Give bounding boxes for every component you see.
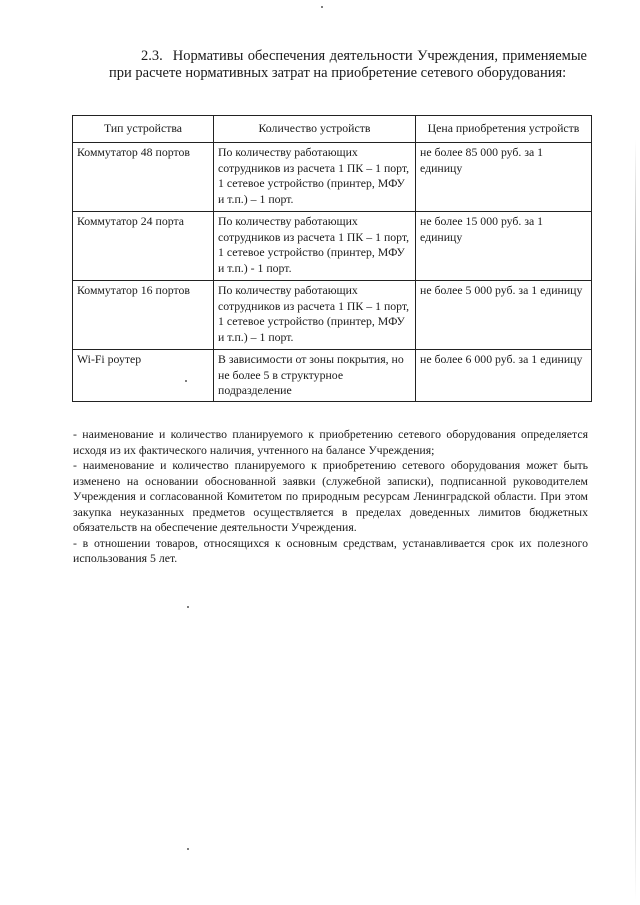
table-row (73, 212, 592, 281)
cell-device-price: не более 6 000 руб. за 1 единицу (416, 350, 592, 402)
note-paragraph: - наименование и количество планируемого к приобретению сетевого оборудования определяется исходя из их фактического наличия, учтенного на балансе Учреждения; (73, 427, 588, 457)
scan-speck (185, 380, 187, 382)
header-device-count: Количество устройств (214, 116, 416, 143)
cell-device-type: Коммутатор 48 портов (73, 143, 214, 212)
section-title: Нормативы обеспечения деятельности Учреждения, применяемые при расчете нормативных затрат на приобретение сетевого оборудования: (109, 48, 587, 81)
scan-speck (187, 606, 189, 608)
section-heading (109, 48, 587, 82)
cell-device-count: По количеству работающих сотрудников из расчета 1 ПК – 1 порт, 1 сетевое устройство (принтер, МФУ и т.п.) - 1 порт. (214, 212, 416, 281)
scan-speck (321, 6, 323, 8)
cell-device-price: не более 15 000 руб. за 1 единицу (416, 212, 592, 281)
table-header-row (73, 116, 592, 143)
cell-device-type: Коммутатор 16 портов (73, 281, 214, 350)
network-equipment-table (72, 115, 592, 402)
cell-device-type: Wi-Fi роутер (73, 350, 214, 402)
cell-device-price: не более 85 000 руб. за 1 единицу (416, 143, 592, 212)
scan-speck (187, 848, 189, 850)
section-number: 2.3. (141, 48, 163, 64)
table-row (73, 350, 592, 402)
note-paragraph: - в отношении товаров, относящихся к основным средствам, устанавливается срок их полезного использования 5 лет. (73, 535, 588, 565)
cell-device-type: Коммутатор 24 порта (73, 212, 214, 281)
cell-device-price: не более 5 000 руб. за 1 единицу (416, 281, 592, 350)
note-paragraph: - наименование и количество планируемого к приобретению сетевого оборудования может быть изменено на основании обоснованной заявки (служебной записки), подписанной руководителем Учреждения и согласованной Комитетом по природным ресурсам Ленинградской области. При этом закупка неуказанных предметов осуществляется в пределах доведенных лимитов бюджетных обязательств на обеспечение деятельности Учреждения. (73, 458, 588, 534)
header-device-price: Цена приобретения устройств (416, 116, 592, 143)
table-row (73, 281, 592, 350)
cell-device-count: По количеству работающих сотрудников из расчета 1 ПК – 1 порт, 1 сетевое устройство (принтер, МФУ и т.п.) – 1 порт. (214, 281, 416, 350)
notes-block (73, 427, 588, 567)
header-device-type: Тип устройства (73, 116, 214, 143)
cell-device-count: По количеству работающих сотрудников из расчета 1 ПК – 1 порт, 1 сетевое устройство (принтер, МФУ и т.п.) – 1 порт. (214, 143, 416, 212)
cell-device-count: В зависимости от зоны покрытия, но не более 5 в структурное подразделение (214, 350, 416, 402)
scan-edge-line (635, 140, 636, 900)
table-row (73, 143, 592, 212)
